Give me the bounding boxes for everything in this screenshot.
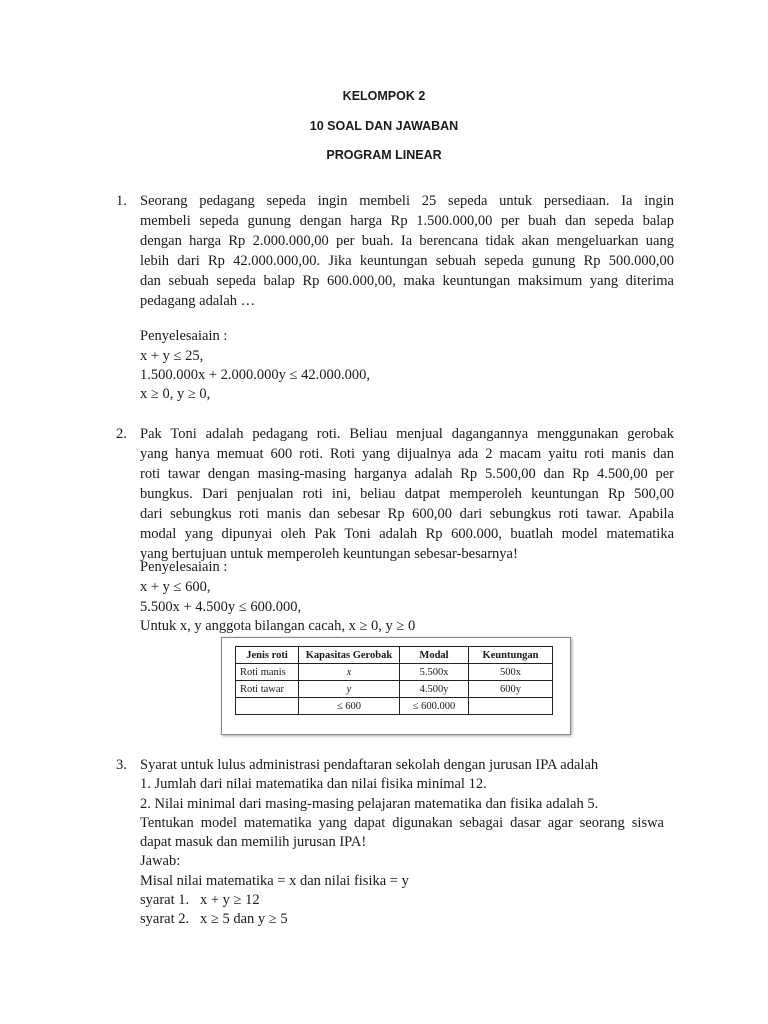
table-cell: x [299, 664, 400, 681]
table-cell: Roti manis [236, 664, 299, 681]
table-row [236, 698, 553, 715]
table-cell [236, 698, 299, 715]
table-cell: Roti tawar [236, 681, 299, 698]
table-cell: 500x [469, 664, 553, 681]
question-1-solution-line: x ≥ 0, y ≥ 0, [140, 386, 211, 402]
question-2-line: bungkus. Dari penjualan roti ini, beliau datpat memperoleh keuntungan Rp 500,00 [140, 486, 674, 502]
table-header-cell: Jenis roti [236, 647, 299, 664]
question-1-line: membeli sepeda gunung dengan harga Rp 1.500.000,00 per buah dan sepeda balap [140, 213, 674, 229]
roti-table-figure [221, 637, 571, 735]
question-3-line: Jawab: [140, 853, 181, 869]
table-header-row [236, 647, 553, 664]
question-2-solution-line: Untuk x, y anggota bilangan cacah, x ≥ 0, y ≥ 0 [140, 618, 416, 634]
document-topic: PROGRAM LINEAR [326, 148, 442, 162]
question-2-solution-line: 5.500x + 4.500y ≤ 600.000, [140, 599, 302, 615]
roti-table [235, 646, 553, 715]
question-1-line: dan sebuah sepeda balap Rp 600.000,00, maka keuntungan maksimum yang diterima [140, 273, 674, 289]
question-3-line: Misal nilai matematika = x dan nilai fisika = y [140, 873, 409, 889]
question-2-line: yang hanya memuat 600 roti. Roti yang dijualnya ada 2 macam yaitu roti manis dan [140, 446, 674, 462]
question-1-line: Seorang pedagang sepeda ingin membeli 25 sepeda untuk persediaan. Ia ingin [140, 193, 674, 209]
table-cell [469, 698, 553, 715]
question-1-line: pedagang adalah … [140, 293, 256, 309]
question-2-line: Pak Toni adalah pedagang roti. Beliau menjual dagangannya menggunakan gerobak [140, 426, 674, 442]
question-3-number: 3. [116, 757, 127, 773]
question-2-solution-label: Penyelesaiain : [140, 559, 228, 575]
question-3-line: 1. Jumlah dari nilai matematika dan nilai fisika minimal 12. [140, 776, 487, 792]
table-row [236, 664, 553, 681]
question-2-line: roti tawar dengan masing-masing harganya adalah Rp 5.500,00 dan Rp 4.500,00 per [140, 466, 674, 482]
table-header-cell: Keuntungan [469, 647, 553, 664]
question-2-line: yang bertujuan untuk memperoleh keuntungan sebesar-besarnya! [140, 546, 518, 562]
question-1-solution-line: x + y ≤ 25, [140, 348, 204, 364]
question-1-solution-line: 1.500.000x + 2.000.000y ≤ 42.000.000, [140, 367, 371, 383]
question-1-solution-label: Penyelesaiain : [140, 328, 228, 344]
question-2-line: dari sebungkus roti manis dan sebesar Rp 600,00 dari sebungkus roti tawar. Apabila [140, 506, 674, 522]
question-3-line: dapat masuk dan memilih jurusan IPA! [140, 834, 367, 850]
table-cell: ≤ 600.000 [400, 698, 469, 715]
table-header-cell: Modal [400, 647, 469, 664]
question-3-line: Tentukan model matematika yang dapat digunakan sebagai dasar agar seorang siswa [140, 815, 664, 831]
question-3-line: syarat 2. x ≥ 5 dan y ≥ 5 [140, 911, 288, 927]
question-3-line: syarat 1. x + y ≥ 12 [140, 892, 260, 908]
question-1-line: dengan harga Rp 2.000.000,00 per buah. Ia berencana tidak akan mengeluarkan uang [140, 233, 674, 249]
question-3-line: 2. Nilai minimal dari masing-masing pelajaran matematika dan fisika adalah 5. [140, 796, 599, 812]
question-2-solution-line: x + y ≤ 600, [140, 579, 211, 595]
table-header-cell: Kapasitas Gerobak [299, 647, 400, 664]
table-row [236, 681, 553, 698]
document-subtitle: 10 SOAL DAN JAWABAN [309, 119, 459, 133]
question-1-number: 1. [116, 193, 127, 209]
table-cell: 5.500x [400, 664, 469, 681]
question-3-line: Syarat untuk lulus administrasi pendaftaran sekolah dengan jurusan IPA adalah [140, 757, 599, 773]
table-cell: 4.500y [400, 681, 469, 698]
table-cell: 600y [469, 681, 553, 698]
table-cell: y [299, 681, 400, 698]
question-2-number: 2. [116, 426, 127, 442]
document-group-title: KELOMPOK 2 [342, 89, 426, 103]
question-1-line: lebih dari Rp 42.000.000,00. Jika keuntungan sebuah sepeda gunung Rp 500.000,00 [140, 253, 674, 269]
question-2-line: modal yang dipunyai oleh Pak Toni adalah Rp 600.000, buatlah model matematika [140, 526, 674, 542]
table-cell: ≤ 600 [299, 698, 400, 715]
